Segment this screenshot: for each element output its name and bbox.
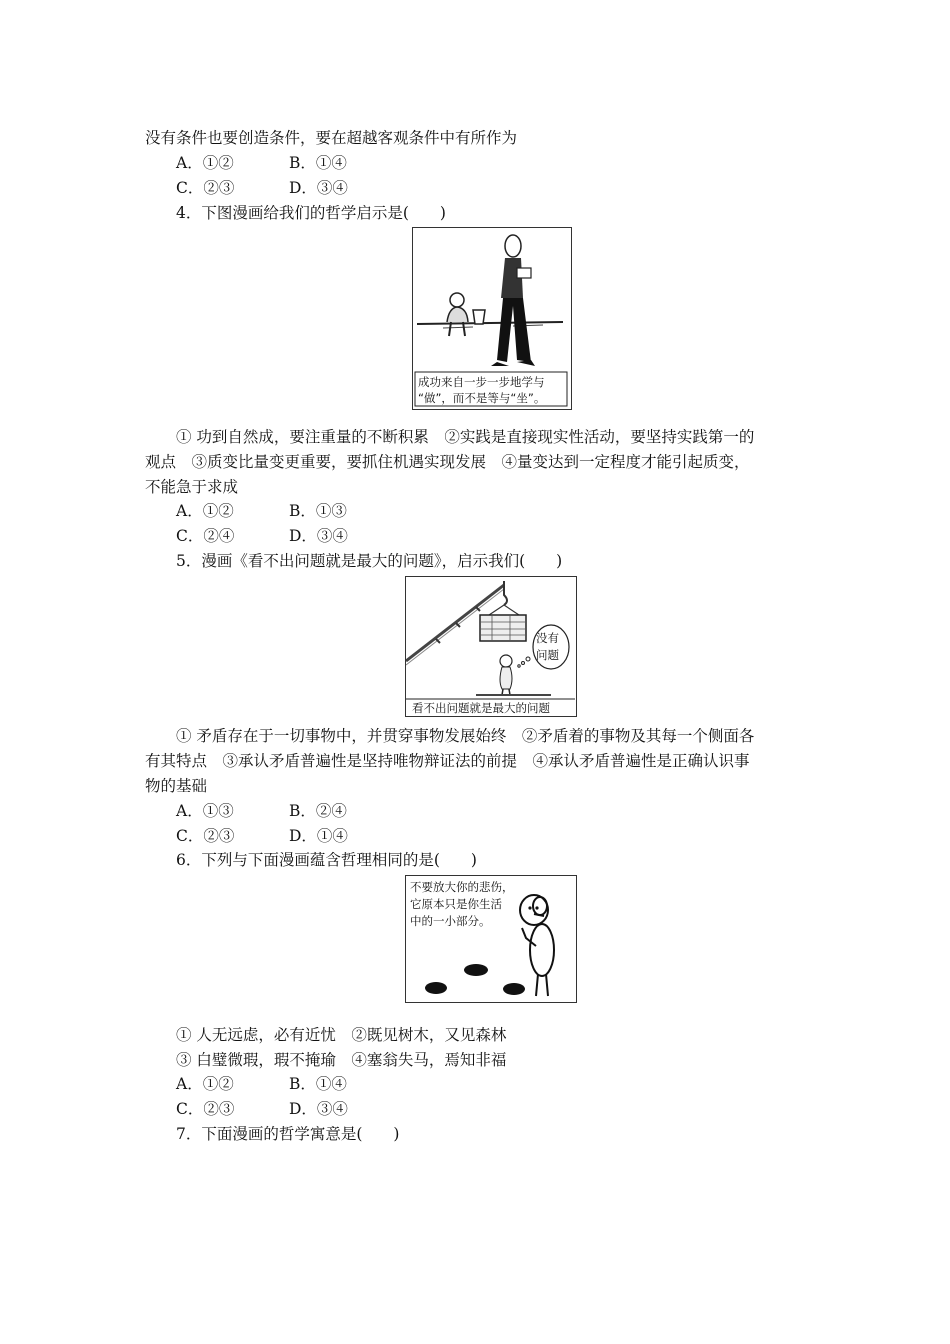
q5-option-b: B．②④ [289, 802, 347, 820]
q6-items-line2: ③ 白璧微瑕，瑕不掩瑜 ④塞翁失马，焉知非福 [176, 1051, 507, 1069]
q6-option-c: C．②③ [176, 1100, 235, 1118]
q3-text-tail: 没有条件也要创造条件，要在超越客观条件中有所作为 [145, 129, 518, 147]
q7-stem: 7．下面漫画的哲学寓意是( ) [176, 1125, 400, 1143]
q5-bubble-line1: 没有 [536, 631, 559, 645]
q5-option-d: D．①④ [289, 827, 348, 845]
q6-option-d: D．③④ [289, 1100, 348, 1118]
q6-cartoon [405, 875, 577, 1003]
q5-cartoon [405, 576, 577, 717]
q4-stem: 4．下图漫画给我们的哲学启示是( ) [176, 204, 446, 222]
q5-stem: 5．漫画《看不出问题就是最大的问题》，启示我们( ) [176, 552, 563, 570]
q4-items-line1: ① 功到自然成，要注重量的不断积累 ②实践是直接现实性活动，要坚持实践第一的 [176, 428, 755, 446]
q5-caption: 看不出问题就是最大的问题 [412, 701, 550, 715]
q6-caption-line3: 中的一小部分。 [410, 914, 491, 928]
q3-option-d: D．③④ [289, 179, 348, 197]
q3-option-b: B．①④ [289, 154, 347, 172]
q4-items-line3: 不能急于求成 [145, 478, 239, 496]
q6-items-line1: ① 人无远虑，必有近忧 ②既见树木，又见森林 [176, 1026, 507, 1044]
q5-option-c: C．②③ [176, 827, 235, 845]
q6-caption-line1: 不要放大你的悲伤， [410, 880, 514, 894]
q5-items-line1: ① 矛盾存在于一切事物中，并贯穿事物发展始终 ②矛盾着的事物及其每一个侧面各 [176, 727, 755, 745]
q4-option-a: A．①② [176, 502, 234, 520]
q4-option-b: B．①③ [289, 502, 347, 520]
q5-cartoon-drawing [406, 577, 575, 715]
q4-option-d: D．③④ [289, 527, 348, 545]
q4-items-line2: 观点 ③质变比量变更重要，要抓住机遇实现发展 ④量变达到一定程度才能引起质变， [145, 453, 750, 471]
q3-option-a: A．①② [176, 154, 234, 172]
q4-caption-line1: 成功来自一步一步地学与 [418, 375, 545, 389]
q5-items-line2: 有其特点 ③承认矛盾普遍性是坚持唯物辩证法的前提 ④承认矛盾普遍性是正确认识事 [145, 752, 750, 770]
q4-caption-line2: “做”，而不是等与“坐”。 [418, 391, 546, 405]
q4-option-c: C．②④ [176, 527, 235, 545]
q5-bubble-line2: 问题 [536, 648, 559, 662]
q6-stem: 6．下列与下面漫画蕴含哲理相同的是( ) [176, 851, 477, 869]
q4-cartoon [412, 227, 572, 410]
q5-option-a: A．①③ [176, 802, 234, 820]
q6-option-b: B．①④ [289, 1075, 347, 1093]
q3-option-c: C．②③ [176, 179, 235, 197]
q6-option-a: A．①② [176, 1075, 234, 1093]
q6-caption-line2: 它原本只是你生活 [410, 897, 502, 911]
q5-items-line3: 物的基础 [145, 777, 208, 795]
